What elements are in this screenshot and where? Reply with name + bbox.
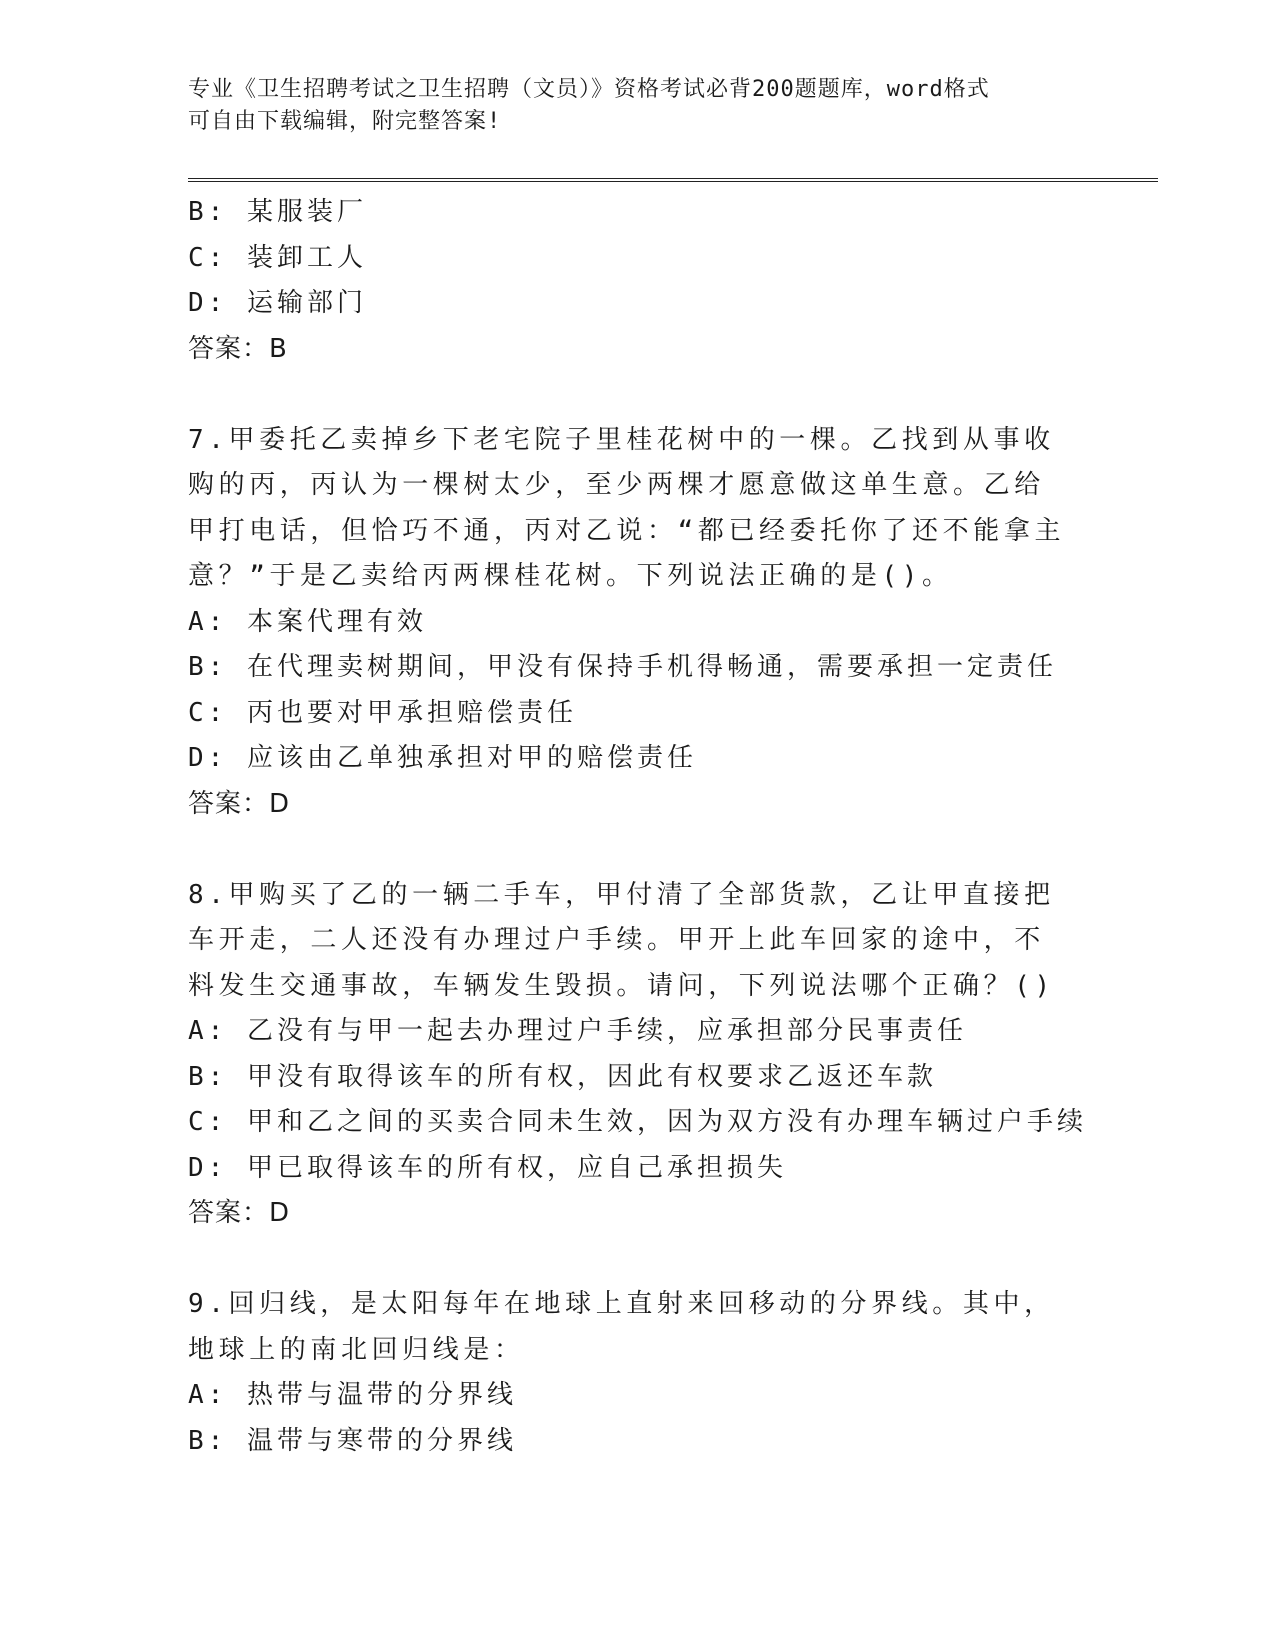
header-divider xyxy=(188,178,1158,182)
spacer xyxy=(188,827,1068,873)
option-a: A: 乙没有与甲一起去办理过户手续，应承担部分民事责任 xyxy=(188,1016,967,1046)
question-7 xyxy=(188,418,1068,828)
option-a: A: 本案代理有效 xyxy=(188,606,427,637)
header-line-2: 可自由下载编辑，附完整答案! xyxy=(188,109,502,134)
question-8 xyxy=(188,873,1087,1237)
option-a: A: 热带与温带的分界线 xyxy=(188,1380,517,1410)
answer-label: 答案：D xyxy=(188,788,291,819)
option-d: D: 应该由乙单独承担对甲的赔偿责任 xyxy=(188,743,697,773)
spacer xyxy=(188,1237,1068,1283)
question-list xyxy=(188,190,1087,1464)
option-d: D: 运输部门 xyxy=(188,288,367,318)
document-header xyxy=(188,74,1068,138)
option-c: C: 甲和乙之间的买卖合同未生效，因为双方没有办理车辆过户手续 xyxy=(188,1107,1087,1137)
option-c: C: 装卸工人 xyxy=(188,242,367,273)
option-c: C: 丙也要对甲承担赔偿责任 xyxy=(188,697,577,728)
question-stem: 8.甲购买了乙的一辆二手车，甲付清了全部货款，乙让甲直接把车开走，二人还没有办理过户手续。甲开上此车回家的途中，不料发生交通事故，车辆发生毁损。请问，下列说法哪个正确？() xyxy=(188,879,1055,1001)
header-line-1: 专业《卫生招聘考试之卫生招聘（文员）》资格考试必背200题题库，word格式 xyxy=(188,77,990,102)
option-b: B: 某服装厂 xyxy=(188,197,367,227)
question-9 xyxy=(188,1282,1068,1464)
question-6-continued xyxy=(188,190,1068,372)
option-b: B: 甲没有取得该车的所有权，因此有权要求乙返还车款 xyxy=(188,1061,937,1092)
option-b: B: 在代理卖树期间，甲没有保持手机得畅通，需要承担一定责任 xyxy=(188,652,1057,682)
answer-label: 答案：D xyxy=(188,1198,291,1228)
question-stem: 9.回归线，是太阳每年在地球上直射来回移动的分界线。其中，地球上的南北回归线是： xyxy=(188,1289,1055,1365)
question-stem: 7.甲委托乙卖掉乡下老宅院子里桂花树中的一棵。乙找到从事收购的丙，丙认为一棵树太少，至少两棵才愿意做这单生意。乙给甲打电话，但恰巧不通，丙对乙说：“都已经委托你了还不能拿主意？”于是乙卖给丙两棵桂花树。下列说法正确的是()。 xyxy=(188,424,1066,591)
option-d: D: 甲已取得该车的所有权，应自己承担损失 xyxy=(188,1152,787,1183)
option-b: B: 温带与寒带的分界线 xyxy=(188,1425,517,1456)
spacer xyxy=(188,372,1068,418)
answer-label: 答案：B xyxy=(188,333,288,364)
